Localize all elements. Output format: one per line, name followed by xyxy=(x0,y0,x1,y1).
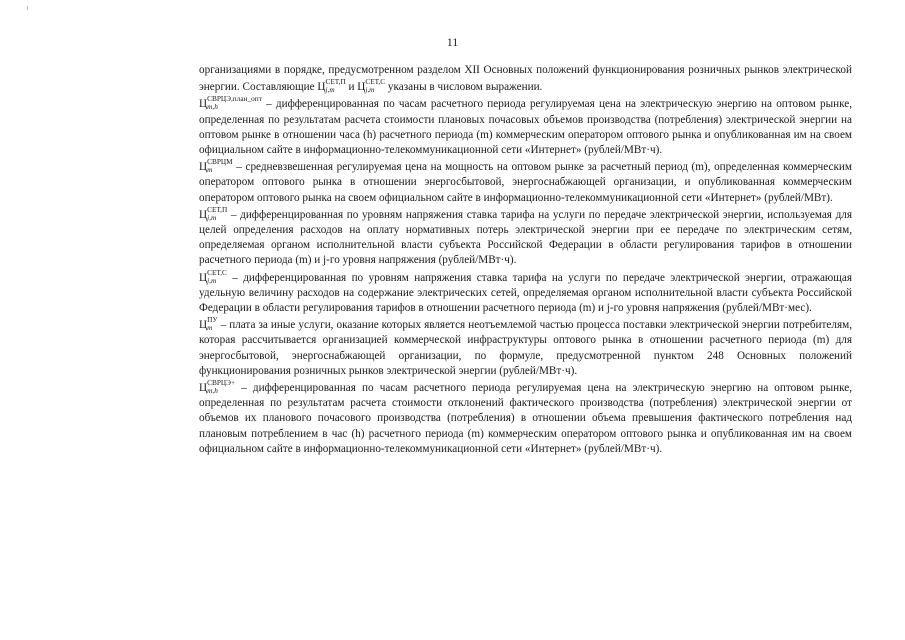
definition-text: – дифференцированная по уровням напряжения ставка тарифа на услуги по передаче электрической энергии, используемая для целей определения расходов на оплату нормативных потерь электрической энергии при ее передаче по электрическим сетям, определяемая органом исполнительной власти субъекта Российской Федерации в области регулирования тарифов в отношении расчетного периода (m) и j-го уровня напряжения (рублей/МВт·ч). xyxy=(199,208,852,267)
symbol-c-set-p: Ц СЕТ,П j,m xyxy=(317,77,346,95)
definition-symbol: Ц ПУ m xyxy=(199,315,218,333)
definition-symbol: Ц СЕТ,С j,m xyxy=(199,267,227,285)
definition-paragraph xyxy=(199,158,852,206)
paragraph-text: организациями в порядке, предусмотренном разделом XII Основных положений функционирования розничных рынков электрической энергии. Составляющие xyxy=(199,64,852,94)
definition-symbol: Ц СВРЦМ m xyxy=(199,157,233,175)
definition-text: – плата за иные услуги, оказание которых является неотъемлемой частью процесса поставки электрической энергии потребителям, которая рассчитывается организацией коммерческой инфраструктуры оптового рынка в отношении расчетного периода (m) для энергосбытовой, энергоснабжающей организации, по формуле, предусмотренной пунктом 248 Основных положений функционирования розничных рынков электрической энергии (рублей/МВт·ч). xyxy=(199,319,852,377)
definition-paragraph xyxy=(199,206,852,269)
paragraph-joiner: и xyxy=(345,81,358,94)
page-number: 11 xyxy=(446,35,459,49)
definition-paragraph xyxy=(199,269,852,317)
definition-symbol: Ц СЕТ,П j,m xyxy=(199,204,228,222)
document-body xyxy=(199,63,852,457)
definition-text: – дифференцированная по часам расчетного периода регулируемая цена на электрическую энергию на оптовом рынке, определенная по результатам расчета стоимости плановых почасовых объемов производства (потребления) электрической энергии на оптовом рынке в отношении часа (h) расчетного периода (m) коммерческим оператором оптового рынка и опубликованная им на своем официальном сайте в информационно-телекоммуникационной сети «Интернет» (рублей/МВт·ч). xyxy=(199,98,852,157)
definition-symbol: Ц СВРЦЭ,план_опт m,h xyxy=(199,94,262,112)
definition-paragraph xyxy=(199,379,852,457)
scan-tick-mark xyxy=(27,6,28,10)
definition-text: – дифференцированная по уровням напряжения ставка тарифа на услуги по передаче электрической энергии, отражающая удельную величину расходов на содержание электрических сетей, определяемая органом исполнительной власти субъекта Российской Федерации в области регулирования тарифов в отношении расчетного периода (m) и j-го уровня напряжения (рублей/МВт·мес). xyxy=(199,271,852,315)
definition-symbol: Ц СВРЦЭ+ m,h xyxy=(199,378,236,396)
paragraph-tail: указаны в числовом выражении. xyxy=(385,81,543,94)
paragraph-intro xyxy=(199,63,852,95)
definition-paragraph xyxy=(199,316,852,379)
definition-text: – дифференцированная по часам расчетного периода регулируемая цена на электрическую энергию на оптовом рынке, определенная по результатам расчета стоимости отклонений фактического производства (потребления) электрической энергии от объемов их планового почасового производства (потребления) в отношении объема превышения фактического потребления над плановым потреблением в час (h) расчетного периода (m) коммерческим оператором оптового рынка и опубликованная им на своем официальном сайте в информационно-телекоммуникационной сети «Интернет» (рублей/МВт·ч). xyxy=(199,382,852,455)
definition-paragraph xyxy=(199,95,852,158)
definition-text: – средневзвешенная регулируемая цена на мощность на оптовом рынке за расчетный период (m), определенная коммерческим оператором оптового рынка в отношении энергосбытовой, энергоснабжающей организации, и опубликованная коммерческим оператором оптового рынка на своем официальном сайте в информационно-телекоммуникационной сети «Интернет» (рублей/МВт). xyxy=(199,161,852,204)
symbol-c-set-c: Ц СЕТ,С j,m xyxy=(357,77,386,95)
